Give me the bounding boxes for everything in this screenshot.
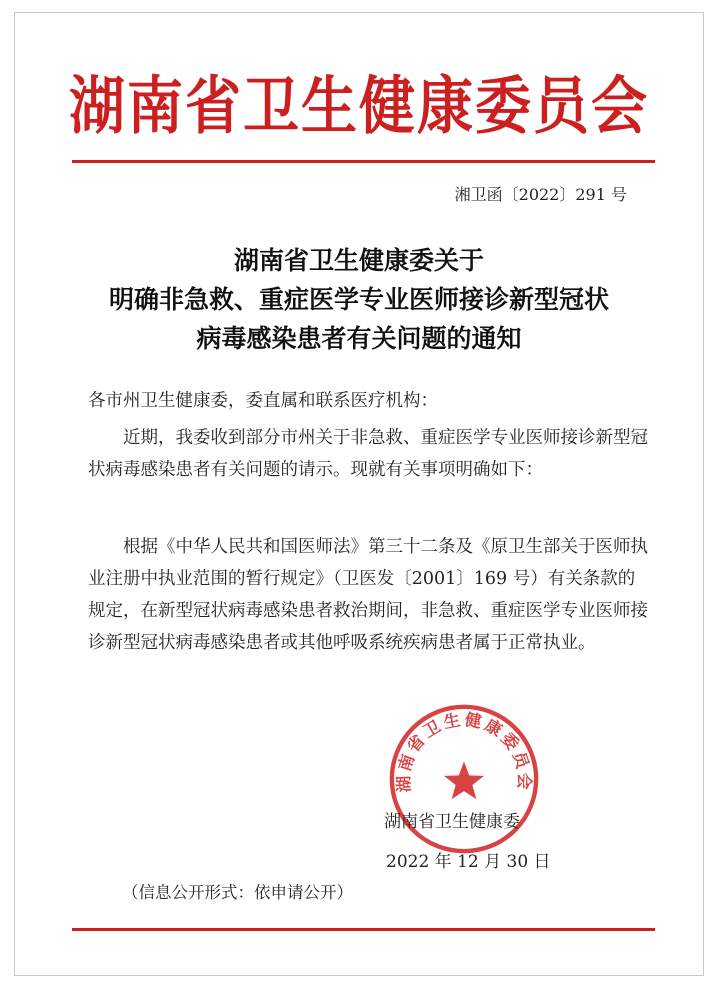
organization-letterhead: 湖南省卫生健康委员会	[69, 69, 649, 143]
disclosure-note: （信息公开形式：依申请公开）	[122, 883, 353, 902]
salutation: 各市州卫生健康委，委直属和联系医疗机构：	[88, 391, 438, 411]
document-page	[14, 12, 704, 976]
body-paragraph: 根据《中华人民共和国医师法》第三十二条及《原卫生部关于医师执业注册中执业范围的暂行规定》（卫医发〔2001〕169 号）有关条款的规定，在新型冠状病毒感染患者救治期间，非急救、重症医学专业医师接诊新型冠状病毒感染患者或其他呼吸系统疾病患者属于正常执业。	[88, 537, 648, 653]
issue-date: 2022 年 12 月 30 日	[386, 852, 551, 872]
title-line: 湖南省卫生健康委关于	[233, 246, 484, 275]
document-number: 湘卫函〔2022〕291 号	[454, 185, 627, 204]
letterhead-rule	[72, 160, 655, 163]
title-line: 明确非急救、重症医学专业医师接诊新型冠状	[108, 285, 609, 314]
title-line: 病毒感染患者有关问题的通知	[196, 324, 522, 353]
body-paragraph: 近期，我委收到部分市州关于非急救、重症医学专业医师接诊新型冠状病毒感染患者有关问题的请示。现就有关事项明确如下：	[88, 428, 648, 480]
svg-text:湖南省卫生健康委员会: 湖南省卫生健康委员会	[393, 708, 535, 793]
official-seal-stamp	[386, 701, 542, 857]
issuing-authority: 湖南省卫生健康委	[384, 812, 520, 832]
document-title	[15, 241, 703, 358]
footer-rule	[72, 928, 655, 931]
star-icon	[444, 761, 484, 799]
